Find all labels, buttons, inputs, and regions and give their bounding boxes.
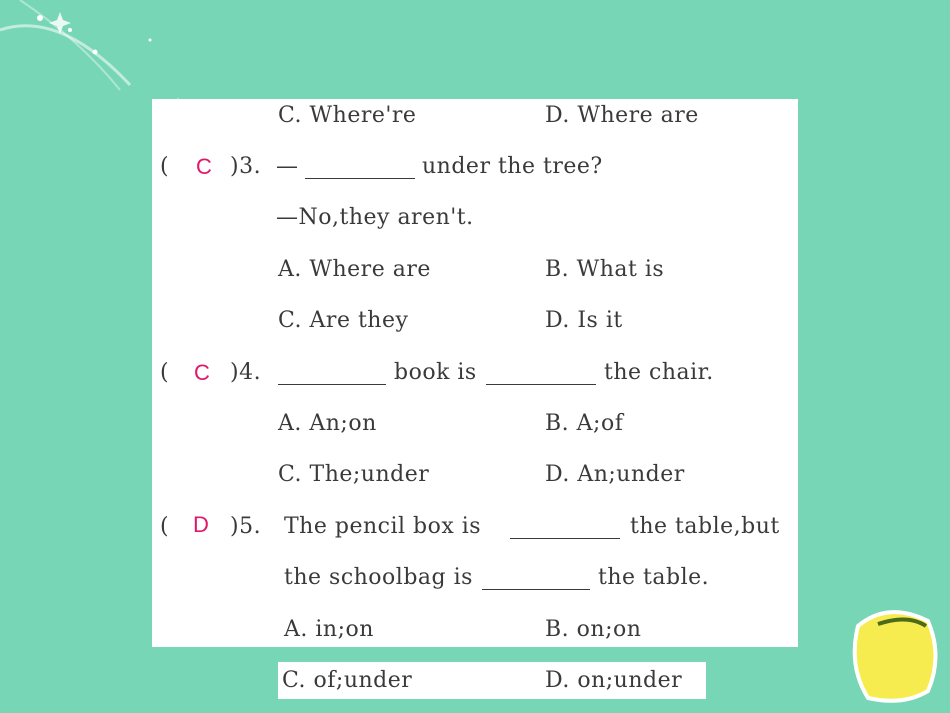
q3-option-a: A. Where are [278,257,431,282]
q5-blank-2[interactable] [482,589,590,590]
q5-line2-end: the table. [598,565,710,590]
q3-paren-open: ( [160,154,170,179]
q5-option-d: D. on;under [545,668,683,693]
q4-blank-1[interactable] [278,384,386,385]
q3-blank[interactable] [305,178,415,179]
q5-option-b: B. on;on [545,617,642,642]
q5-number: )5. [230,514,262,539]
q2-option-c: C. Where're [278,103,417,128]
q4-option-c: C. The;under [278,462,430,487]
worksheet-card [152,99,798,647]
q3-number: )3. [230,154,262,179]
q5-stem-mid: the table,but [630,514,780,539]
q2-option-d: D. Where are [545,103,699,128]
q4-stem-mid: book is [394,360,477,385]
q4-number: )4. [230,360,262,385]
q5-stem-start: The pencil box is [284,514,482,539]
q4-option-d: D. An;under [545,462,685,487]
worksheet-card-continued [278,662,706,699]
q3-option-b: B. What is [545,257,665,282]
q3-option-c: C. Are they [278,308,409,333]
yellow-leaf-decoration-icon [848,606,940,706]
q4-stem-end: the chair. [604,360,714,385]
q3-option-d: D. Is it [545,308,623,333]
q4-option-a: A. An;on [278,411,377,436]
q5-line2-start: the schoolbag is [284,565,473,590]
q5-answer: D [193,512,209,537]
q5-option-a: A. in;on [284,617,374,642]
q3-answer: C [196,154,212,179]
q4-answer: C [194,360,210,385]
q3-reply: —No,they aren't. [276,205,474,230]
q5-option-c: C. of;under [282,668,413,693]
q4-paren-open: ( [160,360,170,385]
q4-blank-2[interactable] [486,384,596,385]
q4-option-b: B. A;of [545,411,624,436]
q3-stem: under the tree? [422,154,603,179]
q3-dash: — [276,154,299,179]
q5-paren-open: ( [160,514,170,539]
q5-blank-1[interactable] [510,538,620,539]
